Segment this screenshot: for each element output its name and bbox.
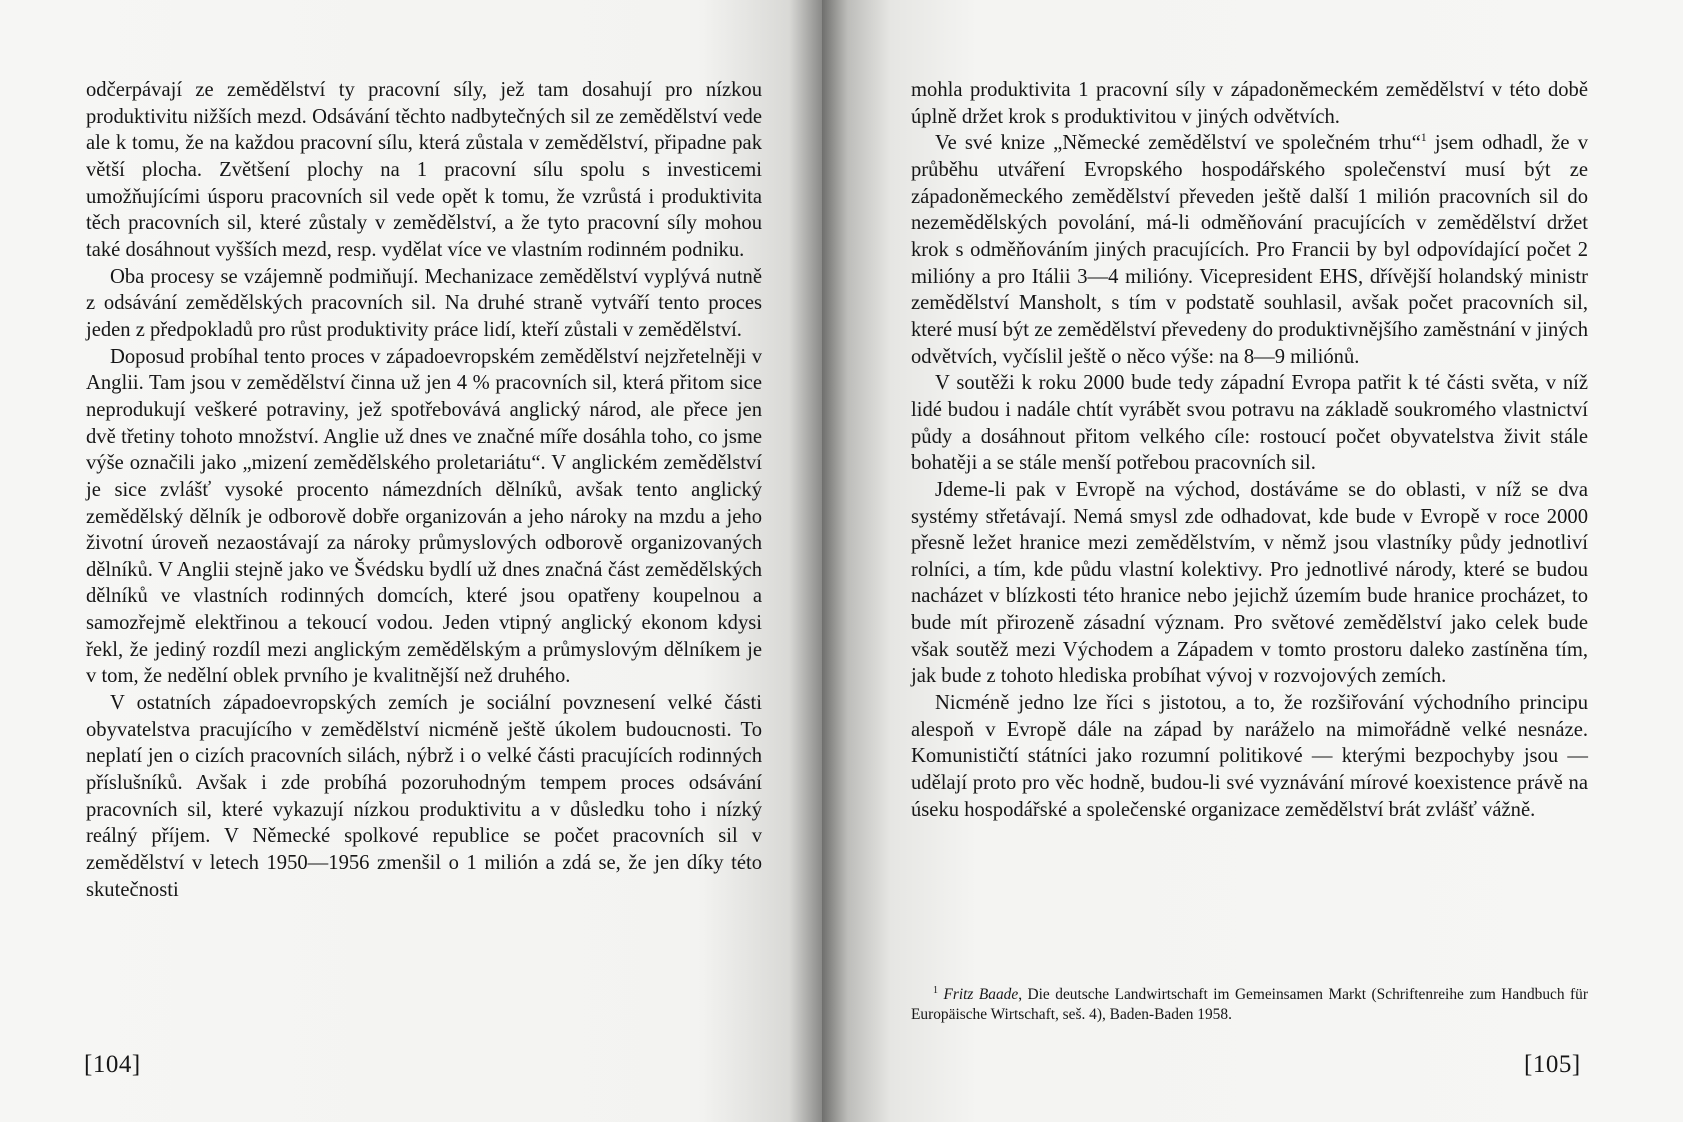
paragraph: mohla produktivita 1 pracovní síly v západoněmeckém zemědělství v této době úplně držet krok s produktivitou v jiných odvětvích.: [911, 79, 1588, 128]
footnote-author: Fritz Baade: [943, 986, 1019, 1003]
footnote-reference: 1: [1420, 130, 1427, 145]
page-number: [105]: [1524, 1051, 1581, 1078]
left-page: [0, 0, 822, 1122]
paragraph: V soutěži k roku 2000 bude tedy západní Evropa patřit k té části světa, v níž lidé budou i nadále chtít vyrábět svou potravu na základě soukromého vlastnictví půdy a dosáhnout přitom velkého cíle: rostoucí počet obyvatelstva živit stále bohatěji a se stále menší potřebou pracovních sil.: [911, 372, 1588, 475]
right-page-body: [911, 77, 1588, 823]
paragraph-text: Ve své knize „Německé zemědělství ve společném trhu“: [935, 132, 1421, 155]
paragraph: odčerpávají ze zemědělství ty pracovní síly, jež tam dosahují pro nízkou produktivitu nižších mezd. Odsávání těchto nadbytečných sil ze zemědělství vede ale k tomu, že na každou pracovní sílu, která zůstala v zemědělství, připadne pak větší plocha. Zvětšení plochy na 1 pracovní sílu spolu s investicemi umožňujícími úsporu pracovních sil vede opět k tomu, že vzrůstá i produktivita těch pracovních sil, které zůstaly v zemědělství, a že tyto pracovní síly mohou také dosáhnout vyšších mezd, resp. vydělat více ve vlastním rodinném podniku.: [86, 79, 762, 261]
page-number: [104]: [84, 1051, 141, 1078]
right-page: [822, 0, 1683, 1122]
footnote-mark: 1: [933, 984, 938, 996]
paragraph-text: jsem odhadl, že v průběhu utváření Evropského hospodářského společenství musí být ze západoněmeckého zemědělství převeden ještě další 1 milión pracovních sil do nezemědělských povolání, má-li odměňování pracujících v zemědělství držet krok s odměňováním jiných pracujících. Pro Francii by byl odpovídající počet 2 milióny a pro Itálii 3—4 milióny. Vicepresident EHS, dřívější holandský ministr zemědělství Mansholt, s tím v podstatě souhlasil, avšak počet pracovních sil, které musí být ze zemědělství převedeny do produktivnějšího zaměstnání v jiných odvětvích, vyčíslil ještě o něco výše: na 8—9 miliónů.: [911, 132, 1588, 368]
paragraph: Jdeme-li pak v Evropě na východ, dostáváme se do oblasti, v níž se dva systémy střetávají. Nemá smysl zde odhadovat, kde bude v Evropě v roce 2000 přesně ležet hranice mezi zemědělstvím, v němž jsou vlastníky půdy jednotliví rolníci, a tím, kde půdu vlastní kolektivy. Pro jednotlivé národy, které se budou nacházet v blízkosti této hranice nebo jejichž územím bude hranice procházet, to bude mít přirozeně zásadní význam. Pro světové zemědělství jako celek bude však soutěž mezi Východem a Západem v tomto prostoru daleko zastíněna tím, jak bude z tohoto hlediska probíhat vývoj v rozvojových zemích.: [911, 478, 1588, 688]
paragraph: [911, 130, 1588, 370]
paragraph: Doposud probíhal tento proces v západoevropském zemědělství nejzřetelněji v Anglii. Tam jsou v zemědělství činna už jen 4 % pracovních sil, která přitom sice neprodukují veškeré potraviny, jež spotřebovává anglický národ, ale přece jen dvě třetiny tohoto množství. Anglie už dnes ve značné míře dosáhla toho, co jsme výše označili jako „mizení zemědělského proletariátu“. V anglickém zemědělství je sice zvlášť vysoké procento námezdních dělníků, avšak tento anglický zemědělský dělník je odborově dobře organizován a jeho nároky na mzdu a jeho životní úroveň nezaostávají za nároky průmyslových odborově organizovaných dělníků. V Anglii stejně jako ve Švédsku bydlí už dnes značná část zemědělských dělníků ve vlastních rodinných domcích, které jsou opatřeny koupelnou a samozřejmě elektřinou a tekoucí vodou. Jeden vtipný anglický ekonom kdysi řekl, že jediný rozdíl mezi anglickým zemědělským a průmyslovým dělníkem je v tom, že nedělní oblek prvního je kvalitnější než druhého.: [86, 345, 762, 688]
left-page-body: [86, 77, 762, 903]
paragraph: V ostatních západoevropských zemích je sociální povznesení velké části obyvatelstva pracujícího v zemědělství nicméně ještě úkolem budoucnosti. To neplatí jen o cizích pracovních silách, nýbrž i o velké části pracujících rodinných příslušníků. Avšak i zde probíhá pozoruhodným tempem proces odsávání pracovních sil, které vykazují nízkou produktivitu a v důsledku toho i nízký reálný příjem. V Německé spolkové republice se počet pracovních sil v zemědělství v letech 1950—1956 zmenšil o 1 milión a zdá se, že jen díky této skutečnosti: [86, 692, 762, 901]
paragraph: Oba procesy se vzájemně podmiňují. Mechanizace zemědělství vyplývá nutně z odsávání zemědělských pracovních sil. Na druhé straně vytváří tento proces jeden z předpokladů pro růst produktivity práce lidí, kteří zůstali v zemědělství.: [86, 265, 762, 341]
footnote: [911, 985, 1588, 1025]
footnote-text: , Die deutsche Landwirtschaft im Gemeinsamen Markt (Schriftenreihe zum Handbuch für Europäische Wirtschaft, seš. 4), Baden-Baden 1958.: [911, 986, 1588, 1023]
paragraph: Nicméně jedno lze říci s jistotou, a to, že rozšiřování východního principu alespoň v Evropě dále na západ by naráželo na mimořádně velké nesnáze. Komunističtí státníci jako rozumní politikové — kterými bezpochyby jsou — udělají proto pro věc hodně, budou-li své vyznávání mírové koexistence právě na úseku hospodářské a společenské organizace zemědělství brát zvlášť vážně.: [911, 692, 1588, 821]
